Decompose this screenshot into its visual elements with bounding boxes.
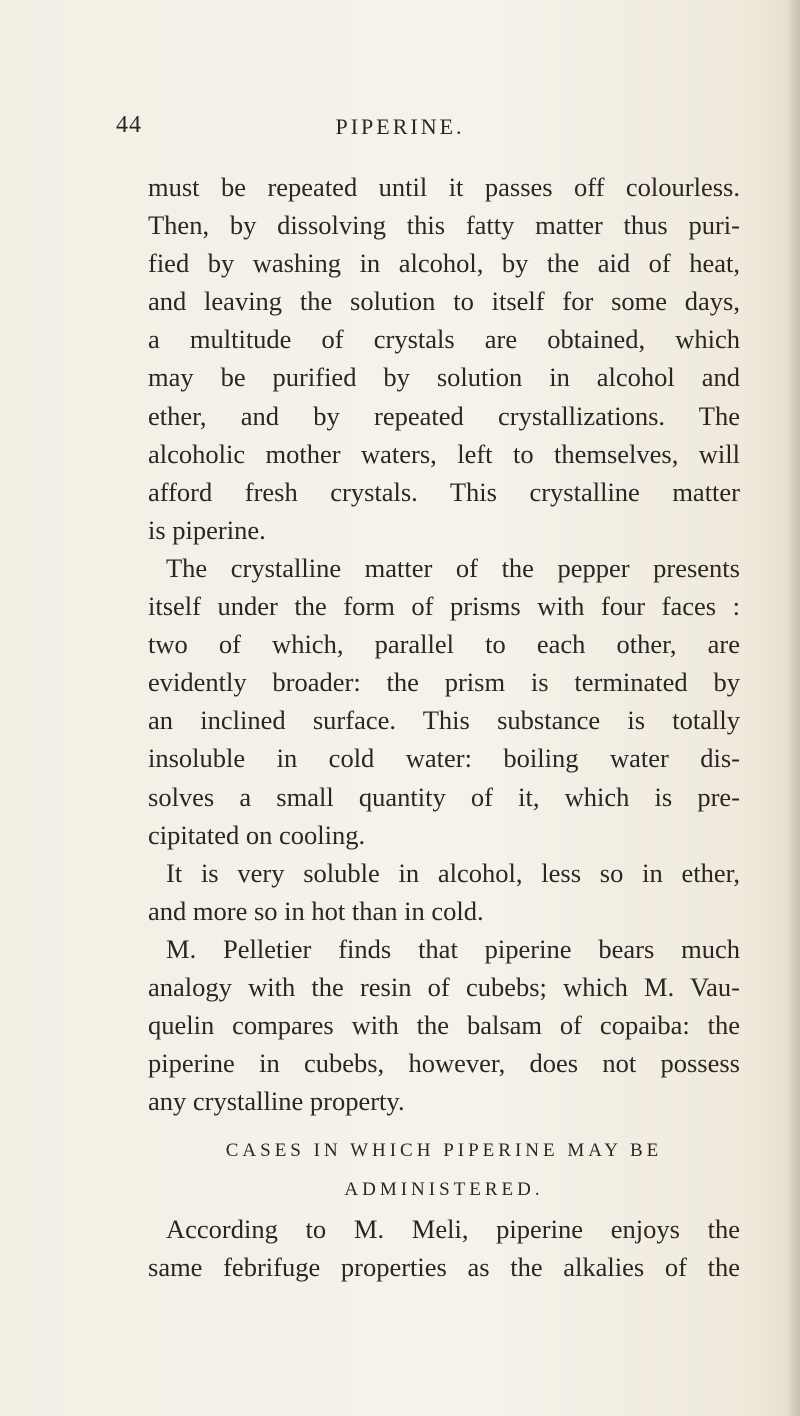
text-line: According to M. Meli, piperine enjoys the <box>166 1214 740 1245</box>
text-line: two of which, parallel to each other, are <box>148 629 740 660</box>
text-line: analogy with the resin of cubebs; which M. Vau- <box>148 971 740 1002</box>
text-line: quelin compares with the balsam of copaiba: the <box>148 1010 740 1041</box>
text-line: solves a small quantity of it, which is pre- <box>148 781 740 812</box>
text-line: It is very soluble in alcohol, less so in ether, <box>166 857 740 888</box>
text-line: is piperine. <box>148 514 266 545</box>
text-line: fied by washing in alcohol, by the aid of heat, <box>148 248 740 279</box>
text-line: itself under the form of prisms with four faces : <box>148 591 740 622</box>
text-line: must be repeated until it passes off colourless. <box>148 172 740 202</box>
text-line: insoluble in cold water: boiling water dis- <box>148 743 740 774</box>
section-heading: CASES IN WHICH PIPERINE MAY BE <box>225 1140 663 1162</box>
text-line: any crystalline property. <box>148 1086 405 1117</box>
section-heading-continued: ADMINISTERED. <box>344 1179 544 1201</box>
text-line: a multitude of crystals are obtained, which <box>148 324 740 355</box>
body-text <box>148 168 740 1287</box>
text-line: cipitated on cooling. <box>148 819 366 850</box>
text-line: alcoholic mother waters, left to themselves, will <box>148 438 740 469</box>
text-line: The crystalline matter of the pepper presents <box>166 552 740 583</box>
text-line: evidently broader: the prism is terminated by <box>148 667 740 698</box>
text-line: Then, by dissolving this fatty matter thus puri- <box>148 210 740 241</box>
text-line: piperine in cubebs, however, does not possess <box>148 1048 740 1079</box>
text-line: same febrifuge properties as the alkalies of the <box>148 1252 740 1283</box>
text-line: and leaving the solution to itself for some days, <box>148 286 740 317</box>
text-line: ether, and by repeated crystallizations. The <box>148 400 740 431</box>
text-line: an inclined surface. This substance is totally <box>148 705 740 736</box>
text-line: may be purified by solution in alcohol and <box>148 362 740 393</box>
text-line: afford fresh crystals. This crystalline matter <box>148 476 740 507</box>
text-line: M. Pelletier finds that piperine bears much <box>166 933 740 964</box>
running-head: PIPERINE. <box>335 114 465 139</box>
text-line: and more so in hot than in cold. <box>148 895 484 926</box>
page-edge-shadow <box>786 0 800 1416</box>
page-number: 44 <box>116 112 142 138</box>
